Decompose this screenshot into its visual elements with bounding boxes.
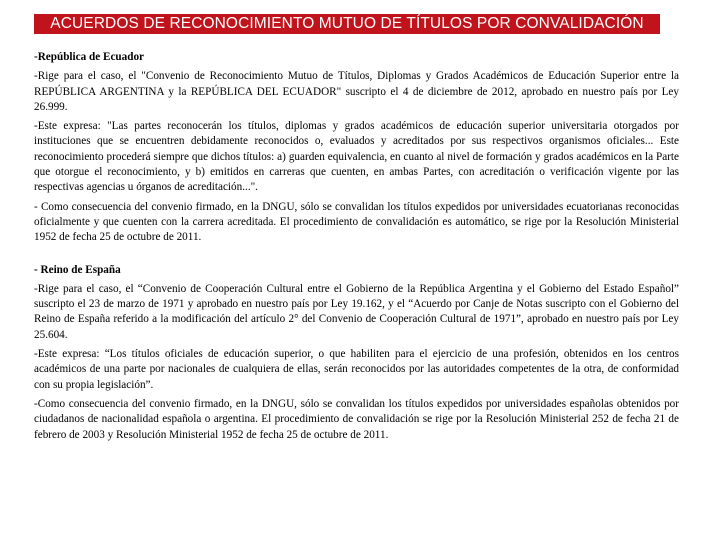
section-heading-ecuador: -República de Ecuador	[34, 51, 145, 63]
espana-paragraph-2: -Este expresa: “Los títulos oficiales de educación superior, o que habiliten para el ejercicio de una profesión, obtenidos en los centros académicos de una parte por nacionales de cualquiera de ellas, serán reconocidos por las autoridades competentes de la otra, de conformidad con su propia legislación”.	[34, 348, 679, 391]
espana-paragraph-3: -Como consecuencia del convenio firmado, en la DNGU, sólo se convalidan los títulos expedidos por universidades españolas obtenidos por ciudadanos de nacionalidad española o argentina. El procedimiento de convalidación se rige por la Resolución Ministerial 252 de fecha 21 de febrero de 2003 y Resolución Ministerial 1952 de fecha 25 de octubre de 2011.	[34, 397, 679, 441]
slide-body	[34, 50, 679, 443]
espana-paragraph-1: -Rige para el caso, el “Convenio de Cooperación Cultural entre el Gobierno de la República Argentina y el Gobierno del Estado Español” suscripto el 23 de marzo de 1971 y aprobado en nuestro país por Ley 19.162, y el “Acuerdo por Canje de Notas suscripto con el Gobierno del Reino de España referido a la modificación del artículo 2° del Convenio de Cooperación Cultural de 1971”, aprobado en nuestro país por Ley 25.604.	[34, 282, 679, 341]
ecuador-paragraph-1: -Rige para el caso, el "Convenio de Reconocimiento Mutuo de Títulos, Diplomas y Grados Académicos de Educación Superior entre la REPÚBLICA ARGENTINA y la REPÚBLICA DEL ECUADOR" suscripto el 4 de diciembre de 2012, aprobado en nuestro país por Ley 26.999.	[34, 70, 679, 113]
slide-title: ACUERDOS DE RECONOCIMIENTO MUTUO DE TÍTULOS POR CONVALIDACIÓN	[34, 14, 660, 34]
section-heading-espana: - Reino de España	[34, 263, 121, 276]
ecuador-paragraph-3: - Como consecuencia del convenio firmado, en la DNGU, sólo se convalidan los títulos expedidos por universidades ecuatorianas reconocidas oficialmente y que cuenten con la carrera acreditada. El procedimiento de convalidación es automático, se rige por la Resolución Ministerial 1952 de fecha 25 de octubre de 2011.	[34, 200, 679, 244]
ecuador-paragraph-2: -Este expresa: "Las partes reconocerán los títulos, diplomas y grados académicos de educación superior universitaria otorgados por instituciones que se encuentren debidamente reconocidos o, evaluados y acreditados por sus respectivos organismos oficiales... Este reconocimiento procederá siempre que dichos títulos: a) guarden equivalencia, en cuanto al nivel de formación y grados académicos en la Parte que otorgue el reconocimiento, y b) emitidos en carreras que cuenten, en ambas Partes, con acreditación o verificación vigente por las respectivas agencias u órganos de acreditación...".	[34, 120, 679, 194]
